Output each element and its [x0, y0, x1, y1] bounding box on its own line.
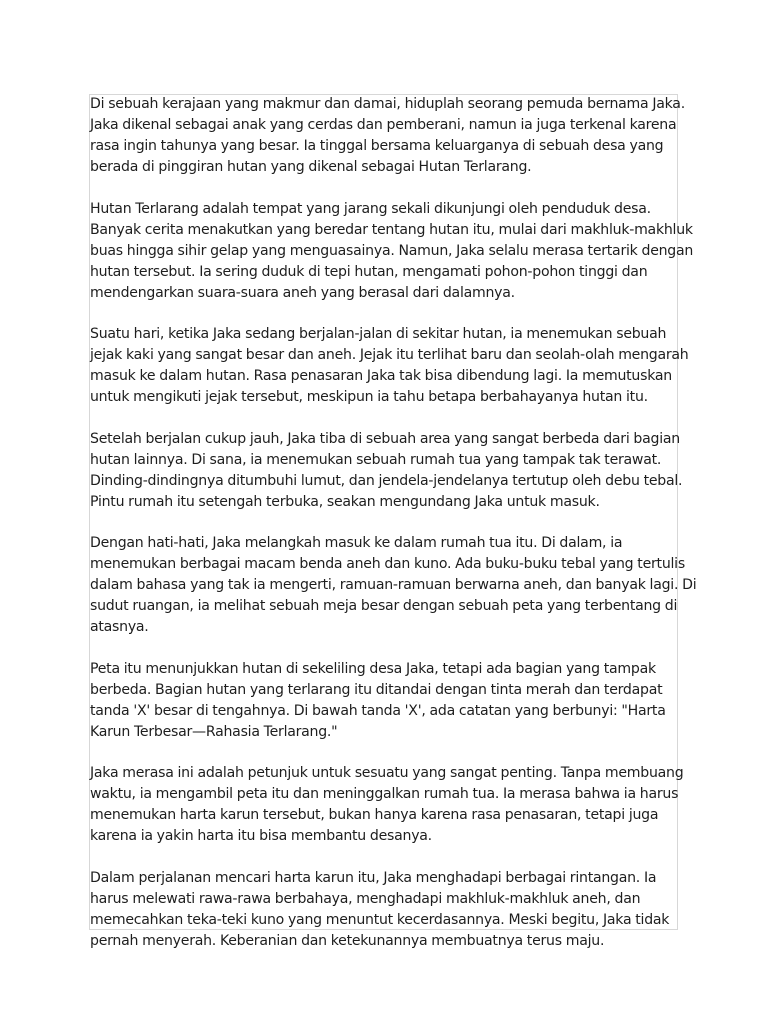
paragraph-8 [90, 868, 682, 952]
paragraph-2 [90, 199, 694, 304]
text-line: mendengarkan suara-suara aneh yang berasal dari dalamnya. [90, 284, 515, 301]
paragraph-4 [90, 429, 682, 513]
text-line: jejak kaki yang sangat besar dan aneh. Jejak itu terlihat baru dan seolah-olah mengarah [90, 347, 689, 363]
text-line: Banyak cerita menakutkan yang beredar tentang hutan itu, mulai dari makhluk-makhluk [90, 221, 693, 238]
text-line: rasa ingin tahunya yang besar. Ia tinggal bersama keluarganya di sebuah desa yang [90, 138, 664, 154]
paragraph-5 [90, 533, 697, 638]
text-line: Hutan Terlarang adalah tempat yang jarang sekali dikunjungi oleh penduduk desa. [90, 200, 651, 217]
text-line: harus melewati rawa-rawa berbahaya, menghadapi makhluk-makhluk aneh, dan [90, 890, 641, 907]
text-line: Jaka dikenal sebagai anak yang cerdas dan pemberani, namun ia juga terkenal karena [90, 117, 677, 133]
paragraph-1 [90, 94, 685, 178]
text-line: masuk ke dalam hutan. Rasa penasaran Jaka tak bisa dibendung lagi. Ia memutuskan [90, 368, 672, 384]
text-line: menemukan harta karun tersebut, bukan hanya karena rasa penasaran, tetapi juga [90, 807, 659, 823]
text-line: tanda 'X' besar di tengahnya. Di bawah tanda 'X', ada catatan yang berbunyi: "Harta [90, 702, 666, 719]
text-line: Di sebuah kerajaan yang makmur dan damai, hiduplah seorang pemuda bernama Jaka. [90, 96, 685, 112]
text-line: dalam bahasa yang tak ia mengerti, ramuan-ramuan berwarna aneh, dan banyak lagi. Di [90, 577, 697, 593]
text-line: waktu, ia mengambil peta itu dan meninggalkan rumah tua. Ia merasa bahwa ia harus [90, 786, 679, 802]
text-line: Peta itu menunjukkan hutan di sekeliling desa Jaka, tetapi ada bagian yang tampak [90, 660, 656, 677]
paragraph-3 [90, 324, 689, 408]
text-line: atasnya. [90, 619, 149, 635]
text-line: karena ia yakin harta itu bisa membantu desanya. [90, 828, 432, 844]
text-line: berada di pinggiran hutan yang dikenal sebagai Hutan Terlarang. [90, 159, 532, 175]
text-line: Suatu hari, ketika Jaka sedang berjalan-jalan di sekitar hutan, ia menemukan sebuah [90, 326, 667, 342]
text-line: Dalam perjalanan mencari harta karun itu, Jaka menghadapi berbagai rintangan. Ia [90, 869, 657, 886]
text-line: Jaka merasa ini adalah petunjuk untuk sesuatu yang sangat penting. Tanpa membuang [90, 765, 684, 781]
text-line: Karun Terbesar—Rahasia Terlarang." [90, 723, 338, 740]
text-line: Dengan hati-hati, Jaka melangkah masuk ke dalam rumah tua itu. Di dalam, ia [90, 535, 623, 551]
text-line: sudut ruangan, ia melihat sebuah meja besar dengan sebuah peta yang terbentang di [90, 598, 678, 614]
text-line: pernah menyerah. Keberanian dan ketekunannya membuatnya terus maju. [90, 932, 605, 949]
text-line: memecahkan teka-teki kuno yang menuntut kecerdasannya. Meski begitu, Jaka tidak [90, 911, 670, 928]
text-line: menemukan berbagai macam benda aneh dan kuno. Ada buku-buku tebal yang tertulis [90, 556, 685, 572]
text-line: hutan lainnya. Di sana, ia menemukan sebuah rumah tua yang tampak tak terawat. [90, 451, 662, 468]
text-line: Pintu rumah itu setengah terbuka, seakan mengundang Jaka untuk masuk. [90, 493, 600, 510]
text-line: buas hingga sihir gelap yang menguasainya. Namun, Jaka selalu merasa tertarik dengan [90, 242, 694, 259]
text-line: hutan tersebut. Ia sering duduk di tepi hutan, mengamati pohon-pohon tinggi dan [90, 263, 648, 280]
text-line: berbeda. Bagian hutan yang terlarang itu ditandai dengan tinta merah dan terdapat [90, 681, 663, 698]
text-line: Dinding-dindingnya ditumbuhi lumut, dan jendela-jendelanya tertutup oleh debu tebal. [90, 472, 683, 489]
text-line: Setelah berjalan cukup jauh, Jaka tiba di sebuah area yang sangat berbeda dari bagian [90, 430, 680, 447]
document-body [90, 94, 697, 972]
paragraph-6 [90, 659, 682, 743]
text-line: untuk mengikuti jejak tersebut, meskipun ia tahu betapa berbahayanya hutan itu. [90, 389, 648, 405]
paragraph-7 [90, 763, 682, 847]
